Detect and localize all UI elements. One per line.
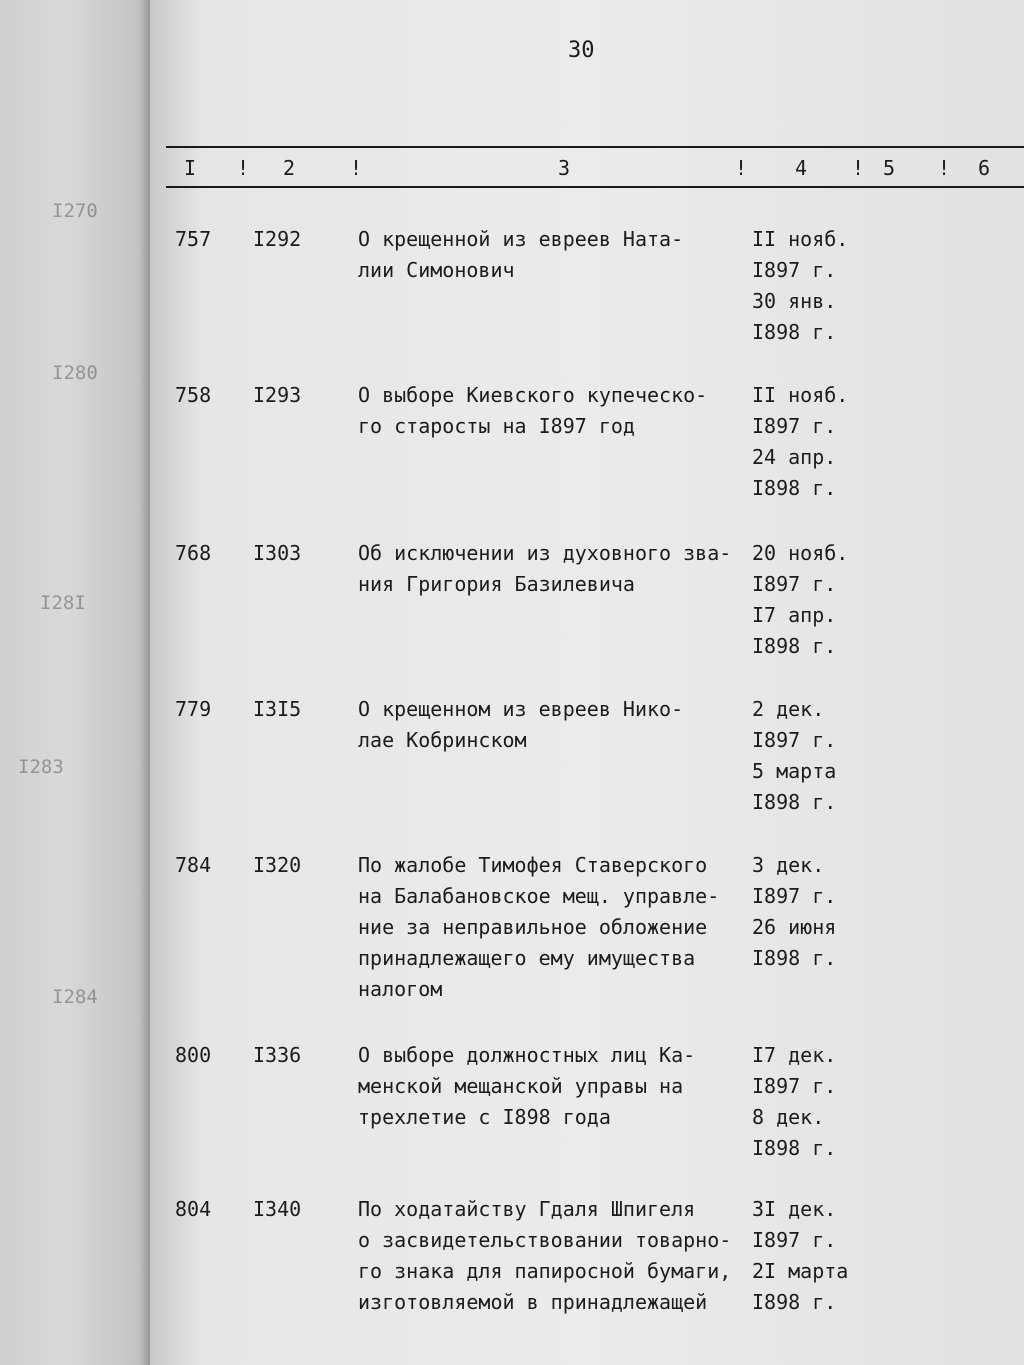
left-page-edge — [0, 0, 160, 1365]
row-date: 5 марта — [752, 759, 837, 783]
row-title-line: ния Григория Базилевича — [358, 572, 635, 596]
column-header-6: 6 — [978, 156, 992, 180]
row-code: I336 — [253, 1043, 302, 1067]
row-date: I897 г. — [752, 728, 837, 752]
page-number: 30 — [568, 38, 595, 63]
row-date: 30 янв. — [752, 289, 837, 313]
row-date: I898 г. — [752, 320, 837, 344]
row-date: I898 г. — [752, 634, 837, 658]
row-title-line: Об исключении из духовного зва- — [358, 541, 732, 565]
row-title-line: трехлетие с I898 года — [358, 1105, 611, 1129]
left-page-fragment: I283 — [18, 756, 64, 778]
row-date: I897 г. — [752, 414, 837, 438]
column-separator: ! — [350, 156, 363, 180]
row-title-line: О выборе должностных лиц Ка- — [358, 1043, 696, 1067]
row-date: I7 дек. — [752, 1043, 837, 1067]
row-date: I897 г. — [752, 572, 837, 596]
row-title-line: го знака для папиросной бумаги, — [358, 1259, 732, 1283]
left-page-fragment: I284 — [52, 986, 98, 1008]
row-date: 20 нояб. — [752, 541, 849, 565]
column-separator: ! — [852, 156, 865, 180]
row-title-line: О крещенной из евреев Ната- — [358, 227, 684, 251]
row-date: I897 г. — [752, 1228, 837, 1252]
row-date: I898 г. — [752, 790, 837, 814]
row-title-line: О выборе Киевского купеческо- — [358, 383, 708, 407]
left-page-fragment: I280 — [52, 362, 98, 384]
row-date: I7 апр. — [752, 603, 837, 627]
row-title-line: О крещенном из евреев Нико- — [358, 697, 684, 721]
header-top-rule — [166, 146, 1024, 148]
row-date: 26 июня — [752, 915, 837, 939]
row-title-line: ние за неправильное обложение — [358, 915, 708, 939]
row-date: II нояб. — [752, 383, 849, 407]
column-separator: ! — [735, 156, 748, 180]
row-number: 800 — [175, 1043, 212, 1067]
row-date: 3 дек. — [752, 853, 825, 877]
row-title-line: лии Симонович — [358, 258, 515, 282]
row-code: I3I5 — [253, 697, 302, 721]
row-code: I293 — [253, 383, 302, 407]
column-header-2: 2 — [283, 156, 297, 180]
row-number: 784 — [175, 853, 212, 877]
row-title-line: лае Кобринском — [358, 728, 527, 752]
row-code: I292 — [253, 227, 302, 251]
row-number: 758 — [175, 383, 212, 407]
row-date: 2I марта — [752, 1259, 849, 1283]
row-date: I898 г. — [752, 1290, 837, 1314]
row-date: I898 г. — [752, 946, 837, 970]
row-number: 757 — [175, 227, 212, 251]
row-code: I340 — [253, 1197, 302, 1221]
row-date: I897 г. — [752, 258, 837, 282]
row-number: 804 — [175, 1197, 212, 1221]
column-header-1: I — [184, 156, 198, 180]
row-code: I320 — [253, 853, 302, 877]
row-title-line: го старосты на I897 год — [358, 414, 635, 438]
document-page — [150, 0, 1024, 1365]
row-title-line: о засвидетельствовании товарно- — [358, 1228, 732, 1252]
row-number: 768 — [175, 541, 212, 565]
row-date: I898 г. — [752, 476, 837, 500]
column-header-4: 4 — [795, 156, 809, 180]
left-page-fragment: I270 — [52, 200, 98, 222]
row-date: II нояб. — [752, 227, 849, 251]
column-separator: ! — [237, 156, 250, 180]
row-date: I897 г. — [752, 884, 837, 908]
row-title-line: менской мещанской управы на — [358, 1074, 684, 1098]
left-page-fragment: I28I — [40, 592, 86, 614]
row-title-line: изготовляемой в принадлежащей — [358, 1290, 708, 1314]
row-title-line: По жалобе Тимофея Ставерского — [358, 853, 708, 877]
header-bottom-rule — [166, 186, 1024, 188]
row-date: I898 г. — [752, 1136, 837, 1160]
row-code: I303 — [253, 541, 302, 565]
column-separator: ! — [938, 156, 951, 180]
row-title-line: налогом — [358, 977, 443, 1001]
row-date: 8 дек. — [752, 1105, 825, 1129]
row-title-line: принадлежащего ему имущества — [358, 946, 696, 970]
column-header-5: 5 — [883, 156, 897, 180]
row-date: 2 дек. — [752, 697, 825, 721]
row-title-line: на Балабановское мещ. управле- — [358, 884, 720, 908]
row-number: 779 — [175, 697, 212, 721]
row-title-line: По ходатайству Гдаля Шпигеля — [358, 1197, 696, 1221]
row-date: 24 апр. — [752, 445, 837, 469]
column-header-3: 3 — [558, 156, 572, 180]
row-date: I897 г. — [752, 1074, 837, 1098]
row-date: 3I дек. — [752, 1197, 837, 1221]
